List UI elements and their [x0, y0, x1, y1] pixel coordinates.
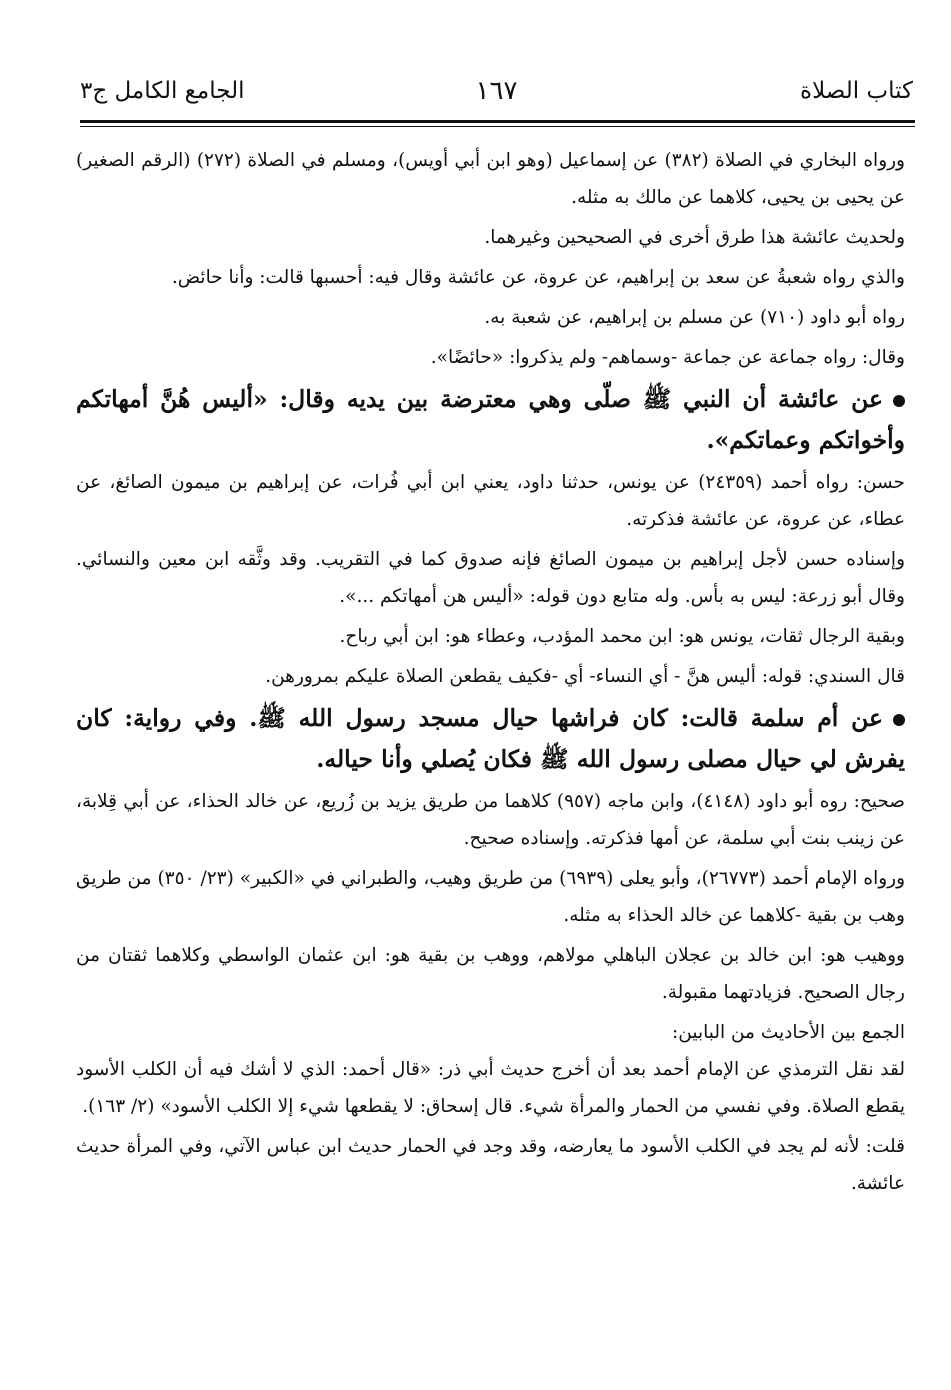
paragraph-shuba-narration: والذي رواه شعبةُ عن سعد بن إبراهيم، عن عروة، عن عائشة وقال فيه: أحسبها قالت: وأنا حائض.: [171, 267, 905, 288]
paragraph-ahmad-abu-yala: ورواه الإمام أحمد (٢٦٧٧٣)، وأبو يعلى (٦٩٣٩) من طريق وهيب، والطبراني في «الكبير» (٢٣/ ٣٥٠) من طريق وهب بن بقية -كلاهما عن خالد الحذاء به مثله.: [76, 868, 906, 926]
hadith-umm-salama-text: عن أم سلمة قالت: كان فراشها حيال مسجد رسول الله ﷺ. وفي رواية: كان يفرش لي حيال مصلى رسول الله ﷺ فكان يُصلي وأنا حياله.: [76, 704, 905, 773]
section-title-reconciliation: الجمع بين الأحاديث من البابين:: [672, 1022, 905, 1043]
paragraph-isnad-hasan: وإسناده حسن لأجل إبراهيم بن ميمون الصائغ فإنه صدوق كما في التقريب. وقد وثَّقه ابن معين والنسائي. وقال أبو زرعة: ليس به بأس. وله متابع دون قوله: «أليس هن أمهاتكم ...».: [76, 549, 905, 607]
hadith-aisha: [76, 379, 905, 461]
book-title: الجامع الكامل ج٣: [80, 78, 245, 104]
paragraph-wuhayb: ووهيب هو: ابن خالد بن عجلان الباهلي مولاهم، ووهب بن بقية هو: ابن عثمان الواسطي وكلاهما ثقتان من رجال الصحيح. فزيادتهما مقبولة.: [76, 945, 905, 1003]
paragraph-jamaa: وقال: رواه جماعة عن جماعة -وسماهم- ولم يذكروا: «حائضًا».: [430, 347, 905, 368]
paragraph-qultu: قلت: لأنه لم يجد في الكلب الأسود ما يعارضه، وقد وجد في الحمار حديث ابن عباس الآتي، وفي المرأة حديث عائشة.: [76, 1136, 905, 1194]
paragraph-bukhari-muslim: ورواه البخاري في الصلاة (٣٨٢) عن إسماعيل (وهو ابن أبي أويس)، ومسلم في الصلاة (٢٧٢) (الرقم الصغير) عن يحيى بن يحيى، كلاهما عن مالك به مثله.: [76, 150, 905, 208]
chapter-title: كتاب الصلاة: [800, 78, 913, 104]
header-rule-thick: [80, 120, 915, 123]
paragraph-hasan-ahmad: حسن: رواه أحمد (٢٤٣٥٩) عن يونس، حدثنا داود، يعني ابن أبي فُرات، عن إبراهيم بن ميمون الصائغ، عن عطاء، عن عروة، عن عائشة فذكرته.: [76, 472, 905, 530]
page-number: ١٦٧: [475, 76, 518, 106]
page-header: [80, 78, 913, 118]
page-body: [76, 140, 905, 1202]
paragraph-rijal-thiqat: وبقية الرجال ثقات، يونس هو: ابن محمد المؤدب، وعطاء هو: ابن أبي رباح.: [339, 626, 905, 647]
paragraph-sindi: قال السندي: قوله: أليس هنَّ - أي النساء- أي -فكيف يقطعن الصلاة عليكم بمرورهن.: [265, 666, 905, 687]
paragraph-tirmidhi-ahmad: لقد نقل الترمذي عن الإمام أحمد بعد أن أخرج حديث أبي ذر: «قال أحمد: الذي لا أشك فيه أن الكلب الأسود يقطع الصلاة. وفي نفسي من الحمار والمرأة شيء. قال إسحاق: لا يقطعها شيء إلا الكلب الأسود» (٢/ ١٦٣).: [76, 1059, 905, 1117]
header-rule-thin: [80, 126, 915, 127]
paragraph-abu-dawud: رواه أبو داود (٧١٠) عن مسلم بن إبراهيم، عن شعبة به.: [484, 307, 905, 328]
hadith-umm-salama: [76, 698, 905, 780]
paragraph-other-routes: ولحديث عائشة هذا طرق أخرى في الصحيحين وغيرهما.: [484, 227, 905, 248]
bullet-icon: [893, 714, 905, 726]
paragraph-sahih-abu-dawud: صحيح: روه أبو داود (٤١٤٨)، وابن ماجه (٩٥٧) كلاهما من طريق يزيد بن زُريع، عن خالد الحذاء، عن أبي قِلابة، عن زينب بنت أبي سلمة، عن أمها فذكرته. وإسناده صحيح.: [76, 791, 905, 849]
bullet-icon: [893, 395, 905, 407]
hadith-aisha-text: عن عائشة أن النبي ﷺ صلّى وهي معترضة بين يديه وقال: «أليس هُنَّ أمهاتكم وأخواتكم وعماتكم».: [76, 385, 905, 454]
